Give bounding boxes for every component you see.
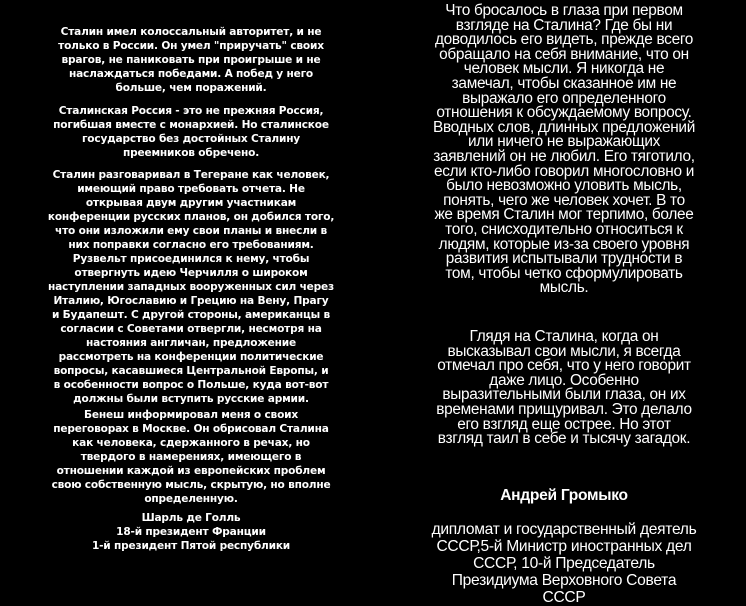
quote-paragraph-4: Бенеш информировал меня о своих переговорах в Москве. Он обрисовал Сталина как человека, сдержанного в речах, но твердого в намерениях, имеющего в отношении каждой из европейских проблем свою собственную мысль, скрытую, но вполне определенную.: [51, 409, 331, 505]
gromyko-quotes-column: [388, 0, 740, 606]
gromyko-paragraph-1: Что бросалось в глаза при первом взгляде на Сталина? Где бы ни доводилось его видеть, прежде всего обращало на себя внимание, что он человек мысли. Я никогда не замечал, чтобы сказанное им не выражало его определенного отношения к обсуждаемому вопросу. Вводных слов, длинных предложений или ничего не выражающих заявлений он не любил. Его тяготило, если кто-либо говорил многословно и было невозможно уловить мысль, понять, чего же человек хочет. В то же время Сталин мог терпимо, более того, снисходительно относиться к людям, которые из-за своего уровня развития испытывали трудности в том, чтобы четко сформулировать мысль.: [432, 2, 695, 297]
quote-paragraph-1: Сталин имел колоссальный авторитет, и не только в России. Он умел "приручать" своих врагов, не паниковать при проигрыше и не наслаждаться победами. А побед у него больше, чем поражений.: [58, 26, 324, 94]
gromyko-signature: [388, 470, 740, 606]
gromyko-name: Андрей Громыко: [500, 487, 628, 504]
quote-paragraph-3: Сталин разговаривал в Тегеране как человек, имеющий право требовать отчета. Не открывая двум другим участникам конференции русских планов, он добился того, что они изложили ему свои планы и внесли в них поправки согласно его требованиям. Рузвельт присоединился к нему, чтобы отвергнуть идею Черчилля о широком наступлении западных вооруженных сил через Италию, Югославию и Грецию на Вену, Прагу и Будапешт. С другой стороны, американцы в согласии с Советами отвергли, несмотря на настояния англичан, предложение рассмотреть на конференции политические вопросы, касавшиеся Центральной Европы, и в особенности вопрос о Польше, куда вот-вот должны были вступить русские армии.: [47, 169, 335, 405]
gromyko-title: дипломат и государственный деятель СССР,5-й Министр иностранных дел СССР, 10-й Председатель Президиума Верховного Совета СССР: [431, 521, 697, 606]
quote-paragraph-2: Сталинская Россия - это не прежняя Россия, погибшая вместе с монархией. Но сталинское государство без достойных Сталину преемников обречено.: [53, 105, 329, 159]
de-gaulle-signature: Шарль де Голль 18-й президент Франции 1-й президент Пятой республики: [91, 512, 291, 552]
de-gaulle-quotes-column: [6, 0, 376, 552]
gromyko-paragraph-2: Глядя на Сталина, когда он высказывал свои мысли, я всегда отмечал про себя, что у него говорит даже лицо. Особенно выразительными были глаза, он их временами прищуривал. Это делало его взгляд еще острее. Но этот взгляд таил в себе и тысячу загадок.: [436, 328, 692, 448]
